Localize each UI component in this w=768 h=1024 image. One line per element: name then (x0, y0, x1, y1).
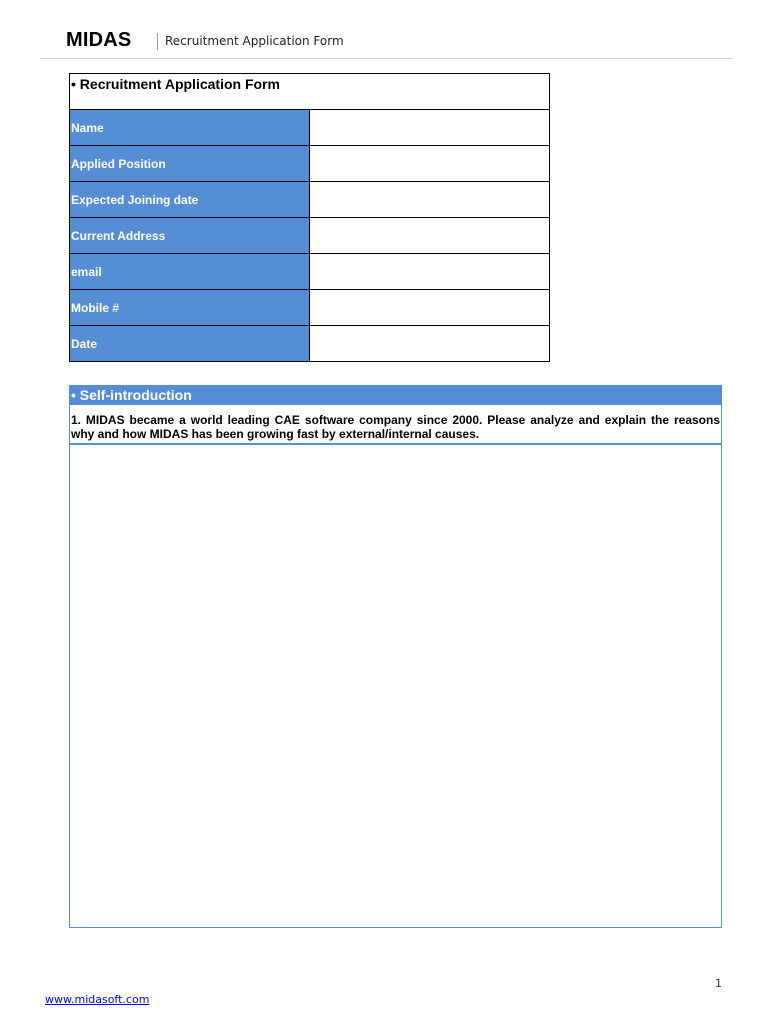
header-divider (157, 33, 158, 50)
table-row (70, 182, 550, 218)
current-address-label: Current Address (70, 218, 310, 254)
email-label: email (70, 254, 310, 290)
name-field[interactable] (310, 110, 550, 146)
website-link[interactable]: www.midasoft.com (45, 993, 150, 1006)
self-introduction-header: • Self-introduction (70, 385, 721, 405)
self-introduction-question: 1. MIDAS became a world leading CAE software company since 2000. Please analyze and explain the reasons why and how MIDAS has been growing fast by external/internal causes. (70, 405, 721, 445)
applicant-info-table (69, 73, 550, 362)
email-field[interactable] (310, 254, 550, 290)
joining-date-field[interactable] (310, 182, 550, 218)
header-subtitle: Recruitment Application Form (165, 34, 344, 48)
self-introduction-section (69, 385, 722, 928)
date-label: Date (70, 326, 310, 362)
name-label: Name (70, 110, 310, 146)
brand-logo: MIDAS (66, 29, 132, 51)
table-row (70, 326, 550, 362)
table-row (70, 290, 550, 326)
table-row (70, 218, 550, 254)
info-table-title-row (70, 74, 550, 110)
applied-position-field[interactable] (310, 146, 550, 182)
page-number: 1 (715, 977, 722, 990)
table-row (70, 110, 550, 146)
mobile-field[interactable] (310, 290, 550, 326)
table-row (70, 146, 550, 182)
applied-position-label: Applied Position (70, 146, 310, 182)
header-rule (40, 58, 732, 59)
table-row (70, 254, 550, 290)
current-address-field[interactable] (310, 218, 550, 254)
info-table-title: • Recruitment Application Form (70, 74, 550, 110)
self-introduction-answer-field[interactable] (70, 445, 721, 919)
joining-date-label: Expected Joining date (70, 182, 310, 218)
date-field[interactable] (310, 326, 550, 362)
mobile-label: Mobile # (70, 290, 310, 326)
